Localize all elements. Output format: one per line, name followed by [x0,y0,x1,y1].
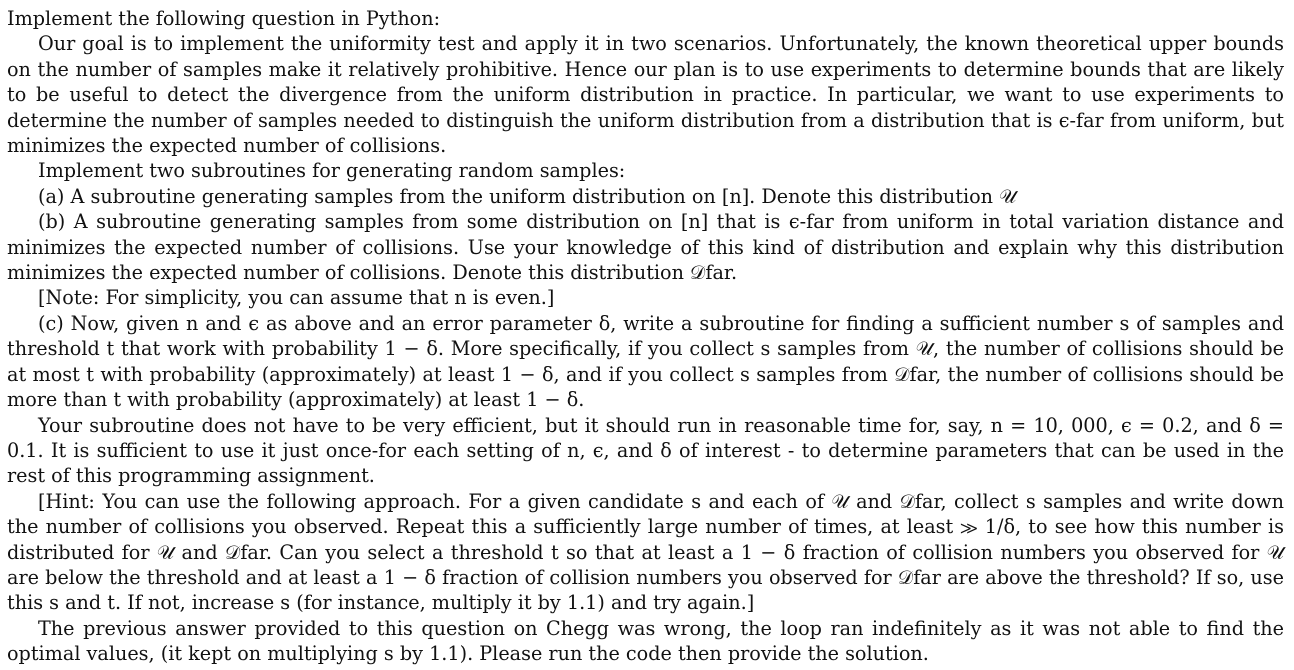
paragraph-hint: [Hint: You can use the following approach. For a given candidate s and each of 𝒰 and 𝒟far, collect s samples and write down the number of collisions you observed. Repeat this a sufficiently large number of times, at least ≫ 1/δ, to see how this number is distributed for 𝒰 and 𝒟far. Can you select a threshold t so that at least a 1 − δ fraction of collision numbers you observed for 𝒰 are below the threshold and at least a 1 − δ fraction of collision numbers you observed for 𝒟far are above the threshold? If so, use this s and t. If not, increase s (for instance, multiply it by 1.1) and try again.] [7,489,1284,615]
paragraph-subroutines-intro: Implement two subroutines for generating random samples: [38,159,626,183]
paragraph-efficiency: Your subroutine does not have to be very efficient, but it should run in reasonable time for, say, n = 10, 000, ϵ = 0.2, and δ = 0.1. It is sufficient to use it just once-for each setting of n, ϵ, and δ of interest - to determine parameters that can be used in the rest of this programming assignment. [7,413,1284,488]
question-heading: Implement the following question in Python: [7,7,441,30]
paragraph-note: [Note: For simplicity, you can assume that n is even.] [38,286,555,310]
paragraph-previous-answer: The previous answer provided to this question on Chegg was wrong, the loop ran indefinitely as it was not able to find the optimal values, (it kept on multiplying s by 1.1). Please run the code then provide the solution. [7,616,1284,666]
paragraph-part-b: (b) A subroutine generating samples from some distribution on [n] that is ϵ-far from uniform in total variation distance and minimizes the expected number of collisions. Use your knowledge of this kind of distribution and explain why this distribution minimizes the expected number of collisions. Denote this distribution 𝒟far. [7,210,1284,285]
paragraph-goal: Our goal is to implement the uniformity test and apply it in two scenarios. Unfortunately, the known theoretical upper bounds on the number of samples make it relatively prohibitive. Hence our plan is to use experiments to determine bounds that are likely to be useful to detect the divergence from the uniform distribution in practice. In particular, we want to use experiments to determine the number of samples needed to distinguish the uniform distribution from a distribution that is ϵ-far from uniform, but minimizes the expected number of collisions. [7,32,1284,158]
paragraph-part-c: (c) Now, given n and ϵ as above and an error parameter δ, write a subroutine for finding a sufficient number s of samples and threshold t that work with probability 1 − δ. More specifically, if you collect s samples from 𝒰, the number of collisions should be at most t with probability (approximately) at least 1 − δ, and if you collect s samples from 𝒟far, the number of collisions should be more than t with probability (approximately) at least 1 − δ. [7,311,1284,412]
paragraph-part-a: (a) A subroutine generating samples from the uniform distribution on [n]. Denote this distribution 𝒰 [38,184,1017,208]
